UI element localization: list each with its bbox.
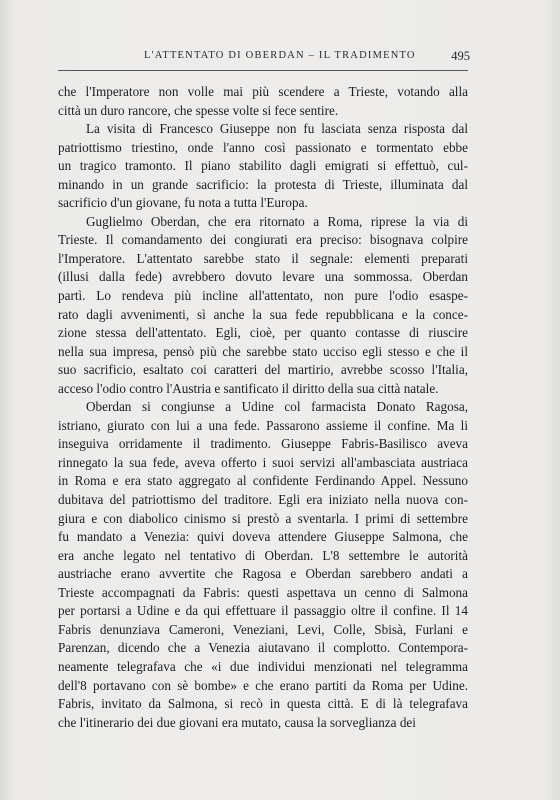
text-line: Trieste. Il comandamento dei congiurati era preciso: bisognava colpire bbox=[58, 232, 468, 248]
text-line: Trieste accompagnati da Fabris: questi aspettava un cenno di Salmona bbox=[58, 584, 468, 600]
text-line: istriano, giurato con lui a una fede. Passarono assieme il confine. Ma li bbox=[58, 417, 468, 433]
text-line: sacrificio d'un giovane, fu nota a tutta l'Europa. bbox=[58, 195, 308, 211]
text-line: rato dagli avvenimenti, sì anche la sua fede repubblicana e la conce- bbox=[58, 306, 468, 322]
page-number: 495 bbox=[451, 49, 470, 63]
text-line: neamente telegrafava che «i due individui menzionati nel telegramma bbox=[58, 658, 468, 674]
text-line: città un duro rancore, che spesse volte si fece sentire. bbox=[58, 102, 339, 118]
text-line: suo sacrificio, esaltato coi caratteri del martirio, avrebbe scosso l'Italia, bbox=[58, 362, 468, 378]
text-line: Parenzan, dicendo che a Venezia aiutavano il complotto. Contempora- bbox=[58, 640, 468, 656]
text-line: un tragico tramonto. Il piano stabilito dagli emigrati si effettuò, cul- bbox=[58, 158, 468, 174]
text-line: La visita di Francesco Giuseppe non fu lasciata senza risposta dal bbox=[86, 121, 468, 137]
text-line: minando in un grande sacrificio: la protesta di Trieste, illuminata dal bbox=[58, 176, 468, 192]
paragraph bbox=[58, 398, 468, 732]
text-line: Guglielmo Oberdan, che era ritornato a Roma, riprese la via di bbox=[86, 213, 468, 229]
running-head: L'ATTENTATO DI OBERDAN – IL TRADIMENTO bbox=[144, 50, 416, 61]
text-line: in Roma e era stato aggregato al confidente Ferdinando Appel. Nessuno bbox=[58, 473, 468, 489]
text-line: austriache erano avvertite che Ragosa e Oberdan sarebbero andati a bbox=[58, 566, 468, 582]
header-rule bbox=[58, 70, 468, 71]
paragraph bbox=[58, 213, 468, 398]
text-line: dell'8 portavano con sè bombe» e che erano partiti da Roma per Udine. bbox=[58, 677, 468, 693]
text-line: inseguiva orridamente il tradimento. Giuseppe Fabris-Basilisco aveva bbox=[58, 436, 468, 452]
text-line: giura e con diabolico cinismo si prestò a sventarla. I primi di settembre bbox=[58, 510, 468, 526]
text-line: dubitava del patriottismo del traditore. Egli era iniziato nella nuova con- bbox=[58, 492, 468, 508]
paragraph bbox=[58, 83, 468, 120]
text-line: l'Imperatore. L'attentato sarebbe stato il segnale: elementi preparati bbox=[58, 250, 468, 266]
text-line: che l'Imperatore non volle mai più scendere a Trieste, votando alla bbox=[58, 84, 468, 99]
paragraph bbox=[58, 120, 468, 213]
text-line: Fabris, invitato da Salmona, si recò in questa città. E di là telegrafava bbox=[58, 696, 468, 712]
text-line: rinnegato la sua fede, aveva offerto i suoi servizi all'ambasciata austriaca bbox=[58, 454, 468, 470]
text-line: zione stessa dell'attentato. Egli, cioè, per quanto contasse di riuscire bbox=[58, 325, 468, 341]
text-line: fu mandato a Venezia: quivi doveva attendere Giuseppe Salmona, che bbox=[58, 529, 468, 545]
text-line: acceso l'odio contro l'Austria e santificato il diritto della sua città natale. bbox=[58, 380, 439, 396]
text-line: per portarsi a Udine e da qui effettuare il passaggio oltre il confine. Il 14 bbox=[58, 603, 468, 619]
body-text bbox=[58, 83, 468, 732]
text-line: patriottismo triestino, onde l'anno così passionato e tormentato ebbe bbox=[58, 139, 468, 155]
text-line: che l'itinerario dei due giovani era mutato, causa la sorveglianza dei bbox=[58, 714, 416, 730]
text-line: (illusi dalla fede) avrebbero dovuto levare una sommossa. Oberdan bbox=[58, 269, 468, 285]
page-header bbox=[0, 48, 470, 68]
text-line: partì. Lo rendeva più incline all'attentato, non pure l'odio esaspe- bbox=[58, 288, 468, 304]
text-line: Oberdan si congiunse a Udine col farmacista Donato Ragosa, bbox=[86, 399, 468, 415]
text-line: Fabris denunziava Cameroni, Veneziani, Levi, Colle, Sbisà, Furlani e bbox=[58, 621, 468, 637]
text-line: nella sua impresa, pensò più che sarebbe stato ucciso egli stesso e che il bbox=[58, 343, 468, 359]
text-line: era anche legato nel tentativo di Oberdan. L'8 settembre le autorità bbox=[58, 547, 468, 563]
